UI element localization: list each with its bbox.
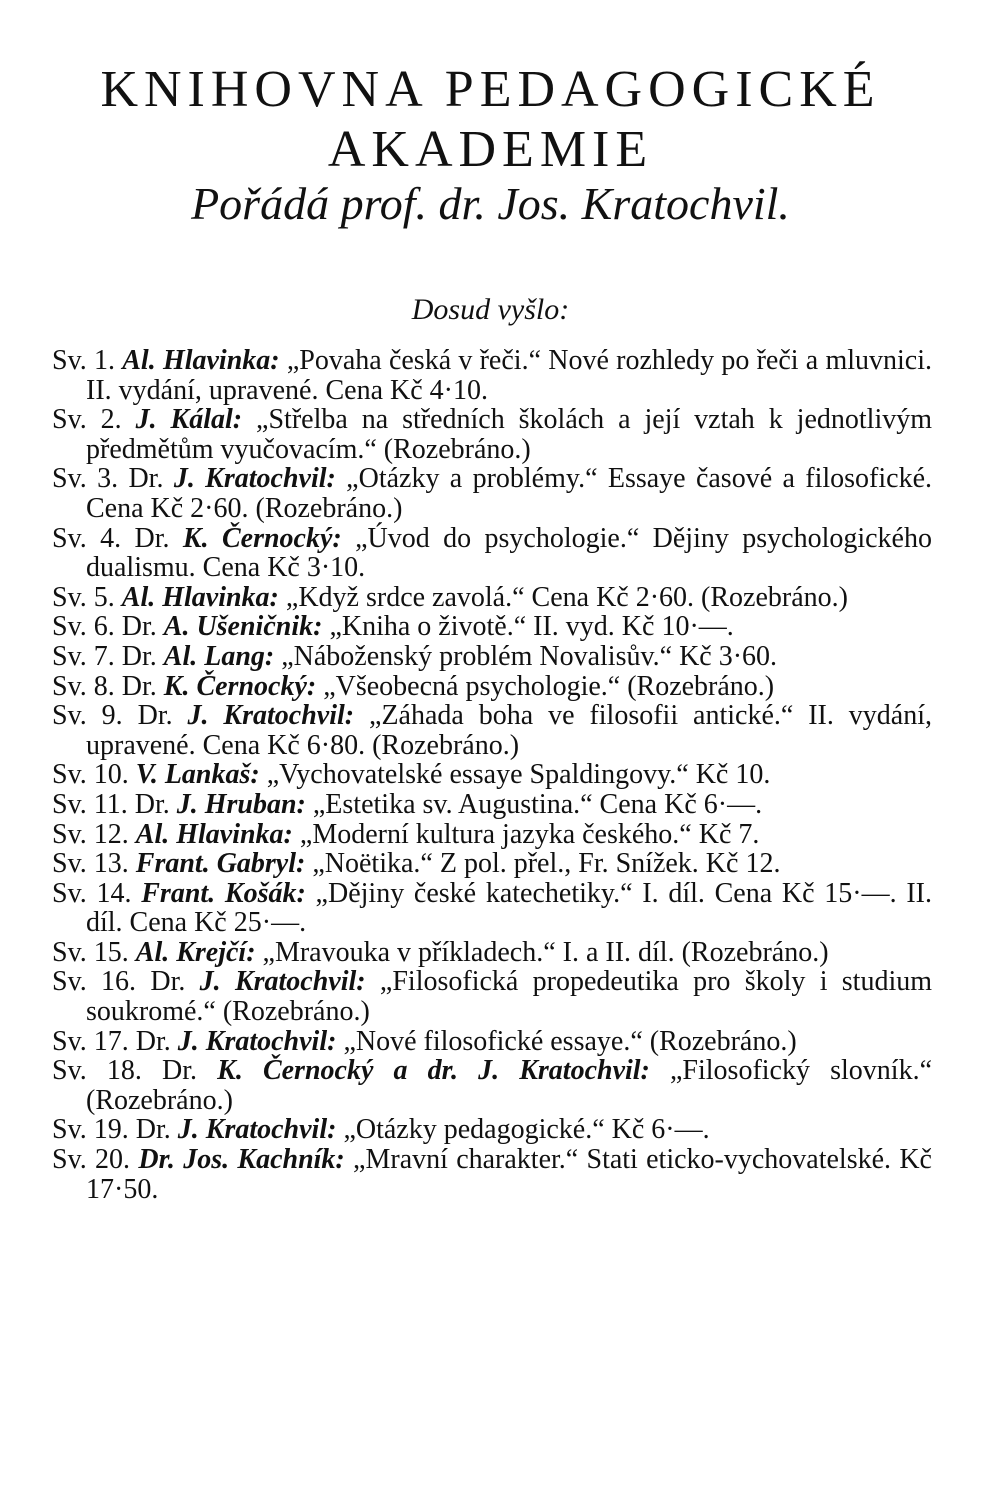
book-details: „Moderní kultura jazyka českého.“ Kč 7.: [292, 818, 760, 850]
author-name: Al. Hlavinka:: [122, 345, 280, 376]
list-item: [52, 1056, 932, 1115]
title-prefix: Dr.: [121, 640, 164, 672]
title-prefix: Dr.: [135, 1025, 178, 1057]
author-name: A. Ušeničnik:: [163, 611, 323, 643]
book-details: „Kniha o životě.“ II. vyd. Kč 10·—.: [322, 611, 734, 643]
volume-number: Sv. 17.: [52, 1025, 136, 1057]
author-name: Al. Lang:: [163, 640, 275, 672]
book-details: „Otázky pedagogické.“ Kč 6·—.: [336, 1114, 710, 1146]
volume-number: Sv. 14.: [52, 877, 142, 909]
list-item: [52, 1115, 932, 1145]
title-prefix: Dr.: [135, 1114, 178, 1146]
title-prefix: Dr.: [134, 788, 177, 820]
list-item: [52, 701, 932, 760]
list-item: [52, 849, 932, 879]
author-name: J. Hruban:: [176, 788, 306, 820]
book-details: „Filosofický slovník.“ (Rozebráno.): [86, 1055, 932, 1116]
book-details: „Záhada boha ve filosofii antické.“ II. vydání, upravené. Cena Kč 6·80. (Rozebráno.): [86, 700, 932, 761]
volume-number: Sv. 6.: [52, 611, 122, 643]
volume-number: Sv. 10.: [52, 759, 136, 791]
title-prefix: Dr.: [134, 522, 183, 554]
author-name: Al. Hlavinka:: [121, 581, 279, 613]
volume-number: Sv. 18.: [52, 1055, 163, 1087]
volume-number: Sv. 7.: [52, 640, 122, 672]
volume-number: Sv. 12.: [52, 818, 136, 850]
volume-number: Sv. 19.: [52, 1114, 136, 1146]
book-details: „Střelba na středních školách a její vztah k jednotlivým předmětům vyučovacím.“ (Rozebráno.): [86, 404, 932, 465]
volume-number: Sv. 13.: [52, 848, 136, 880]
book-details: „Vychovatelské essaye Spaldingovy.“ Kč 10.: [259, 759, 771, 791]
author-name: K. Černocký:: [182, 522, 342, 554]
volume-number: Sv. 15.: [52, 936, 136, 968]
book-details: „Noëtika.“ Z pol. přel., Fr. Snížek. Kč 12.: [305, 848, 781, 880]
book-details: „Filosofická propedeutika pro školy i studium soukromé.“ (Rozebráno.): [86, 966, 932, 1028]
list-item: [52, 879, 932, 938]
title-prefix: Dr.: [121, 670, 164, 702]
list-item: [52, 1145, 932, 1204]
author-name: J. Kratochvil:: [173, 463, 336, 495]
list-item: [52, 938, 932, 968]
volume-number: Sv. 8.: [52, 670, 122, 702]
list-item: [52, 1027, 932, 1057]
volume-number: Sv. 5.: [52, 581, 122, 613]
book-details: „Mravouka v příkladech.“ I. a II. díl. (Rozebráno.): [255, 936, 829, 968]
book-details: „Všeobecná psychologie.“ (Rozebráno.): [316, 670, 775, 702]
book-details: „Nové filosofické essaye.“ (Rozebráno.): [336, 1025, 797, 1057]
book-details: „Dějiny české katechetiky.“ I. díl. Cena Kč 15·—. II. díl. Cena Kč 25·—.: [86, 877, 932, 939]
list-item: [52, 790, 932, 820]
page-title-continued: AKADEMIE: [327, 121, 654, 178]
list-item: [52, 405, 932, 464]
volume-list: [52, 346, 932, 1204]
author-name: V. Lankaš:: [135, 759, 260, 791]
book-details: „Povaha česká v řeči.“ Nové rozhledy po řeči a mluvnici. II. vydání, upravené. Cena Kč 4·10.: [86, 345, 932, 406]
book-details: „Náboženský problém Novalisův.“ Kč 3·60.: [274, 640, 778, 672]
author-name: Al. Krejčí:: [135, 936, 256, 968]
author-name: J. Kratochvil:: [187, 700, 355, 732]
list-item: [52, 967, 932, 1026]
author-name: J. Kratochvil:: [199, 966, 366, 998]
author-name: J. Kálal:: [135, 404, 243, 436]
list-item: [52, 524, 932, 583]
title-prefix: Dr.: [121, 611, 164, 643]
list-item: [52, 760, 932, 790]
author-name: Dr. Jos. Kachník:: [138, 1144, 345, 1176]
section-heading: Dosud vyšlo:: [411, 293, 570, 326]
author-name: J. Kratochvil:: [177, 1025, 337, 1057]
book-details: „Mravní charakter.“ Stati eticko-vychovatelské. Kč 17·50.: [86, 1144, 932, 1205]
book-details: „Otázky a problémy.“ Essaye časové a filosofické. Cena Kč 2·60. (Rozebráno.): [86, 463, 932, 524]
author-name: J. Kratochvil:: [177, 1114, 337, 1146]
volume-number: Sv. 2.: [52, 404, 136, 436]
author-name: Al. Hlavinka:: [135, 818, 293, 850]
list-item: [52, 672, 932, 702]
volume-number: Sv. 1.: [52, 345, 123, 376]
volume-number: Sv. 16.: [52, 966, 151, 998]
title-prefix: Dr.: [150, 966, 200, 998]
title-prefix: Dr.: [137, 700, 188, 732]
book-details: „Když srdce zavolá.“ Cena Kč 2·60. (Rozebráno.): [278, 581, 848, 613]
volume-number: Sv. 9.: [52, 700, 138, 732]
book-details: „Úvod do psychologie.“ Dějiny psychologického dualismu. Cena Kč 3·10.: [86, 522, 932, 584]
list-item: [52, 612, 932, 642]
title-prefix: Dr.: [162, 1055, 218, 1087]
list-item: [52, 346, 932, 405]
volume-number: Sv. 11.: [52, 788, 135, 820]
volume-number: Sv. 3.: [52, 463, 129, 495]
list-item: [52, 642, 932, 672]
page-title: KNIHOVNA PEDAGOGICKÉ: [100, 61, 881, 118]
list-item: [52, 583, 932, 613]
volume-number: Sv. 4.: [52, 522, 135, 554]
list-item: [52, 820, 932, 850]
author-name: Frant. Gabryl:: [135, 848, 306, 880]
list-item: [52, 464, 932, 523]
title-prefix: Dr.: [128, 463, 174, 495]
editor-line: Pořádá prof. dr. Jos. Kratochvil.: [191, 178, 790, 229]
author-name: K. Černocký:: [163, 670, 317, 702]
volume-number: Sv. 20.: [52, 1144, 139, 1176]
book-details: „Estetika sv. Augustina.“ Cena Kč 6·—.: [305, 788, 763, 820]
author-name: Frant. Košák:: [141, 877, 306, 909]
author-name: K. Černocký a dr. J. Kratochvil:: [217, 1055, 650, 1087]
